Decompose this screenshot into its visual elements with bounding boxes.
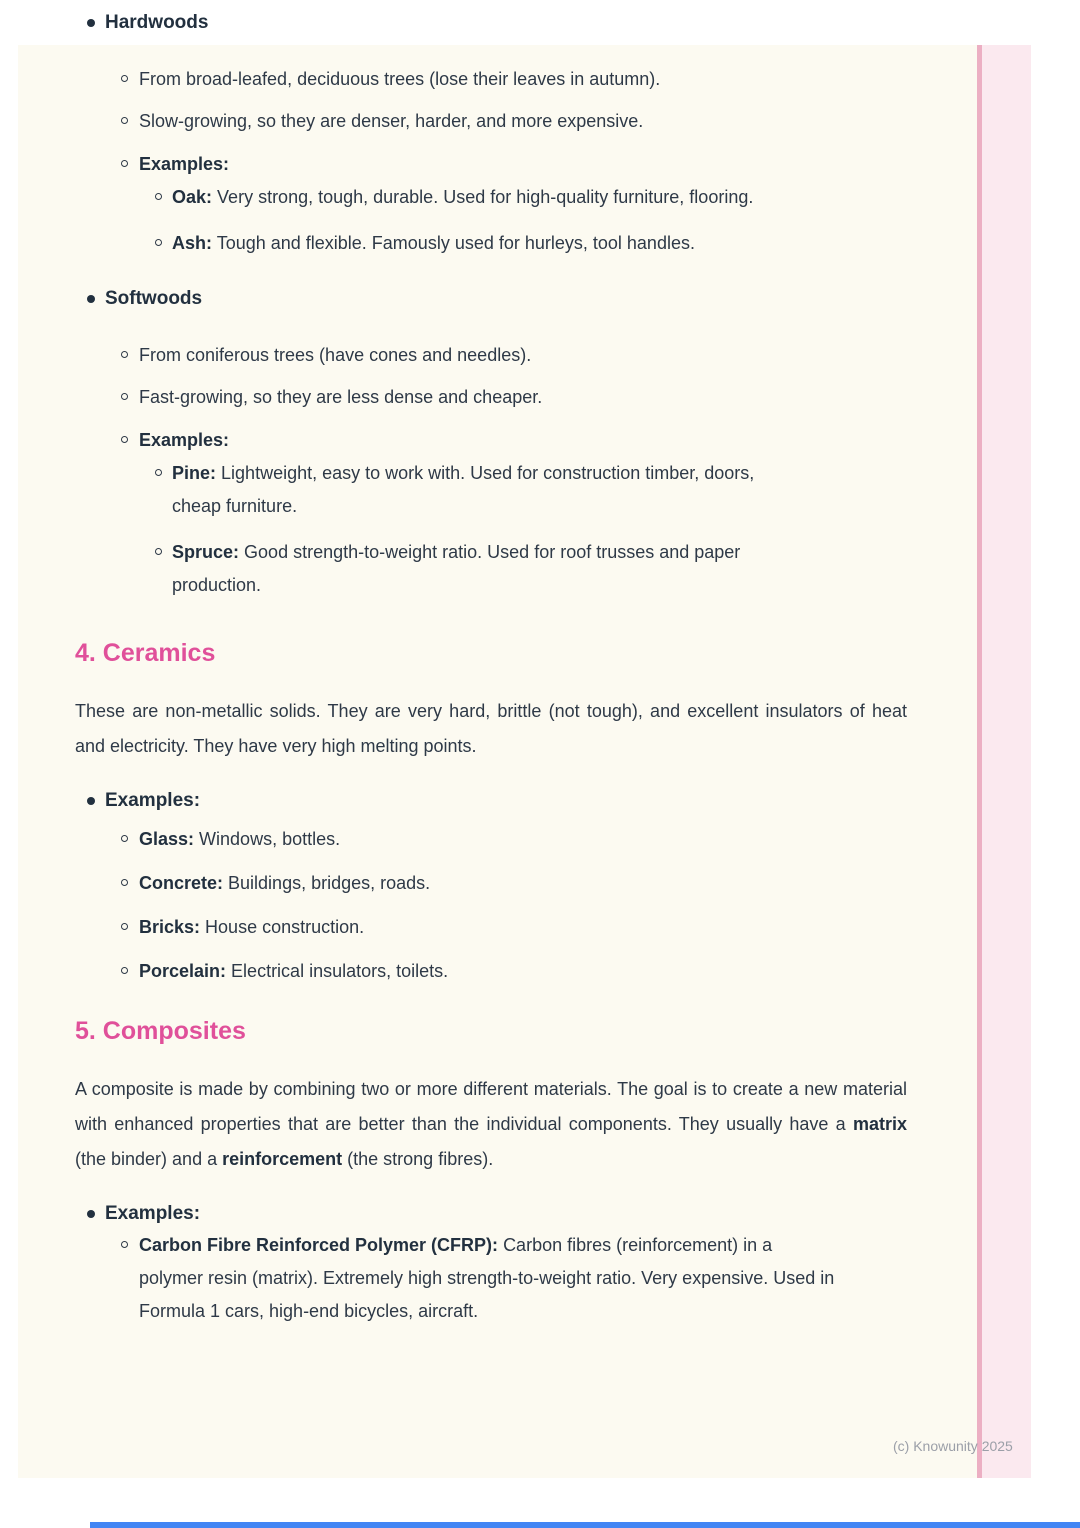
examples-label: Examples: — [105, 790, 201, 811]
example-desc: Lightweight, easy to work with. Used for construction timber, doors, cheap furniture. — [172, 463, 755, 516]
bullet-circle-icon — [121, 923, 128, 930]
composites-paragraph-part: A composite is made by combining two or more different materials. The goal is to create a new material with enhanced properties that are better than the individual components. They usually have a — [75, 1079, 907, 1134]
section-composites — [75, 1016, 907, 1328]
bullet-dot-icon — [87, 797, 95, 805]
composites-paragraph — [75, 1072, 907, 1177]
example-desc: Very strong, tough, durable. Used for high-quality furniture, flooring. — [217, 187, 754, 207]
examples-label: Examples: — [105, 1203, 201, 1224]
list-item — [75, 108, 907, 134]
bullet-circle-icon — [121, 160, 128, 167]
hardwoods-point-1: From broad-leafed, deciduous trees (lose their leaves in autumn). — [139, 69, 661, 89]
list-item-examples-label — [75, 427, 907, 453]
example-desc: Electrical insulators, toilets. — [231, 961, 449, 981]
example-desc: Tough and flexible. Famously used for hurleys, tool handles. — [216, 233, 695, 253]
examples-label: Examples: — [139, 430, 230, 450]
bullet-circle-icon — [155, 193, 162, 200]
bullet-circle-icon — [155, 548, 162, 555]
bullet-circle-icon — [121, 967, 128, 974]
examples-label: Examples: — [139, 154, 230, 174]
softwoods-title: Softwoods — [105, 288, 203, 309]
list-item-examples-label — [75, 1201, 907, 1227]
ceramics-paragraph: These are non-metallic solids. They are very hard, brittle (not tough), and excellent insulators of heat and electricity. They have very high melting points. — [75, 701, 907, 756]
bullet-circle-icon — [155, 469, 162, 476]
bullet-circle-icon — [121, 393, 128, 400]
bullet-dot-icon — [87, 295, 95, 303]
example-term: Glass: — [139, 829, 195, 849]
example-term: Pine: — [172, 463, 217, 483]
bullet-circle-icon — [121, 835, 128, 842]
bottom-progress-bar — [90, 1522, 1080, 1528]
list-item — [75, 342, 907, 368]
example-term: Concrete: — [139, 873, 224, 893]
list-item-softwoods-title — [75, 286, 907, 312]
list-item-example — [75, 227, 760, 260]
section-ceramics — [75, 638, 907, 984]
example-term: Ash: — [172, 233, 212, 253]
hardwoods-point-2: Slow-growing, so they are denser, harder, and more expensive. — [139, 111, 644, 131]
list-item-example — [75, 870, 907, 896]
bullet-circle-icon — [121, 117, 128, 124]
composites-paragraph-part: (the binder) and a — [75, 1149, 223, 1169]
example-term: Carbon Fibre Reinforced Polymer (CFRP): — [139, 1235, 499, 1255]
bullet-circle-icon — [155, 239, 162, 246]
knowunity-watermark: (c) Knowunity 2025 — [893, 1438, 1013, 1454]
example-desc: Carbon fibres (reinforcement) in a polymer resin (matrix). Extremely high strength-to-weight ratio. Very expensive. Used in Formula 1 cars, high-end bicycles, aircraft. — [139, 1235, 835, 1321]
list-item-example — [75, 826, 907, 852]
bullet-circle-icon — [121, 436, 128, 443]
softwoods-point-1: From coniferous trees (have cones and needles). — [139, 345, 532, 365]
list-item-examples-label — [75, 151, 907, 177]
example-term: Oak: — [172, 187, 213, 207]
section-hardwoods — [75, 10, 907, 260]
example-desc: Buildings, bridges, roads. — [228, 873, 431, 893]
example-desc: Good strength-to-weight ratio. Used for roof trusses and paper production. — [172, 542, 741, 595]
bullet-circle-icon — [121, 879, 128, 886]
softwoods-point-2: Fast-growing, so they are less dense and cheaper. — [139, 387, 543, 407]
bullet-dot-icon — [87, 19, 95, 27]
bullet-circle-icon — [121, 75, 128, 82]
list-item-example — [75, 457, 760, 523]
bullet-circle-icon — [121, 351, 128, 358]
composites-paragraph-part: (the strong fibres). — [342, 1149, 494, 1169]
section-softwoods — [75, 286, 907, 602]
example-desc: House construction. — [205, 917, 365, 937]
bullet-circle-icon — [121, 1241, 128, 1248]
list-item-example — [75, 914, 907, 940]
document-body — [75, 10, 907, 1328]
list-item-example — [75, 958, 907, 984]
composites-heading: 5. Composites — [75, 1017, 246, 1045]
list-item — [75, 384, 907, 410]
accent-bar-light-pink — [982, 45, 1031, 1478]
example-term: Bricks: — [139, 917, 201, 937]
list-item-examples-label — [75, 788, 907, 814]
bullet-dot-icon — [87, 1210, 95, 1218]
matrix-term: matrix — [852, 1114, 907, 1134]
list-item — [75, 66, 907, 92]
list-item-example — [75, 536, 760, 602]
list-item-hardwoods-title — [75, 10, 907, 36]
reinforcement-term: reinforcement — [222, 1149, 343, 1169]
example-term: Porcelain: — [139, 961, 227, 981]
hardwoods-title: Hardwoods — [105, 12, 209, 33]
ceramics-heading: 4. Ceramics — [75, 639, 216, 667]
example-term: Spruce: — [172, 542, 240, 562]
list-item-example — [75, 1229, 840, 1328]
list-item-example — [75, 181, 760, 214]
example-desc: Windows, bottles. — [199, 829, 341, 849]
